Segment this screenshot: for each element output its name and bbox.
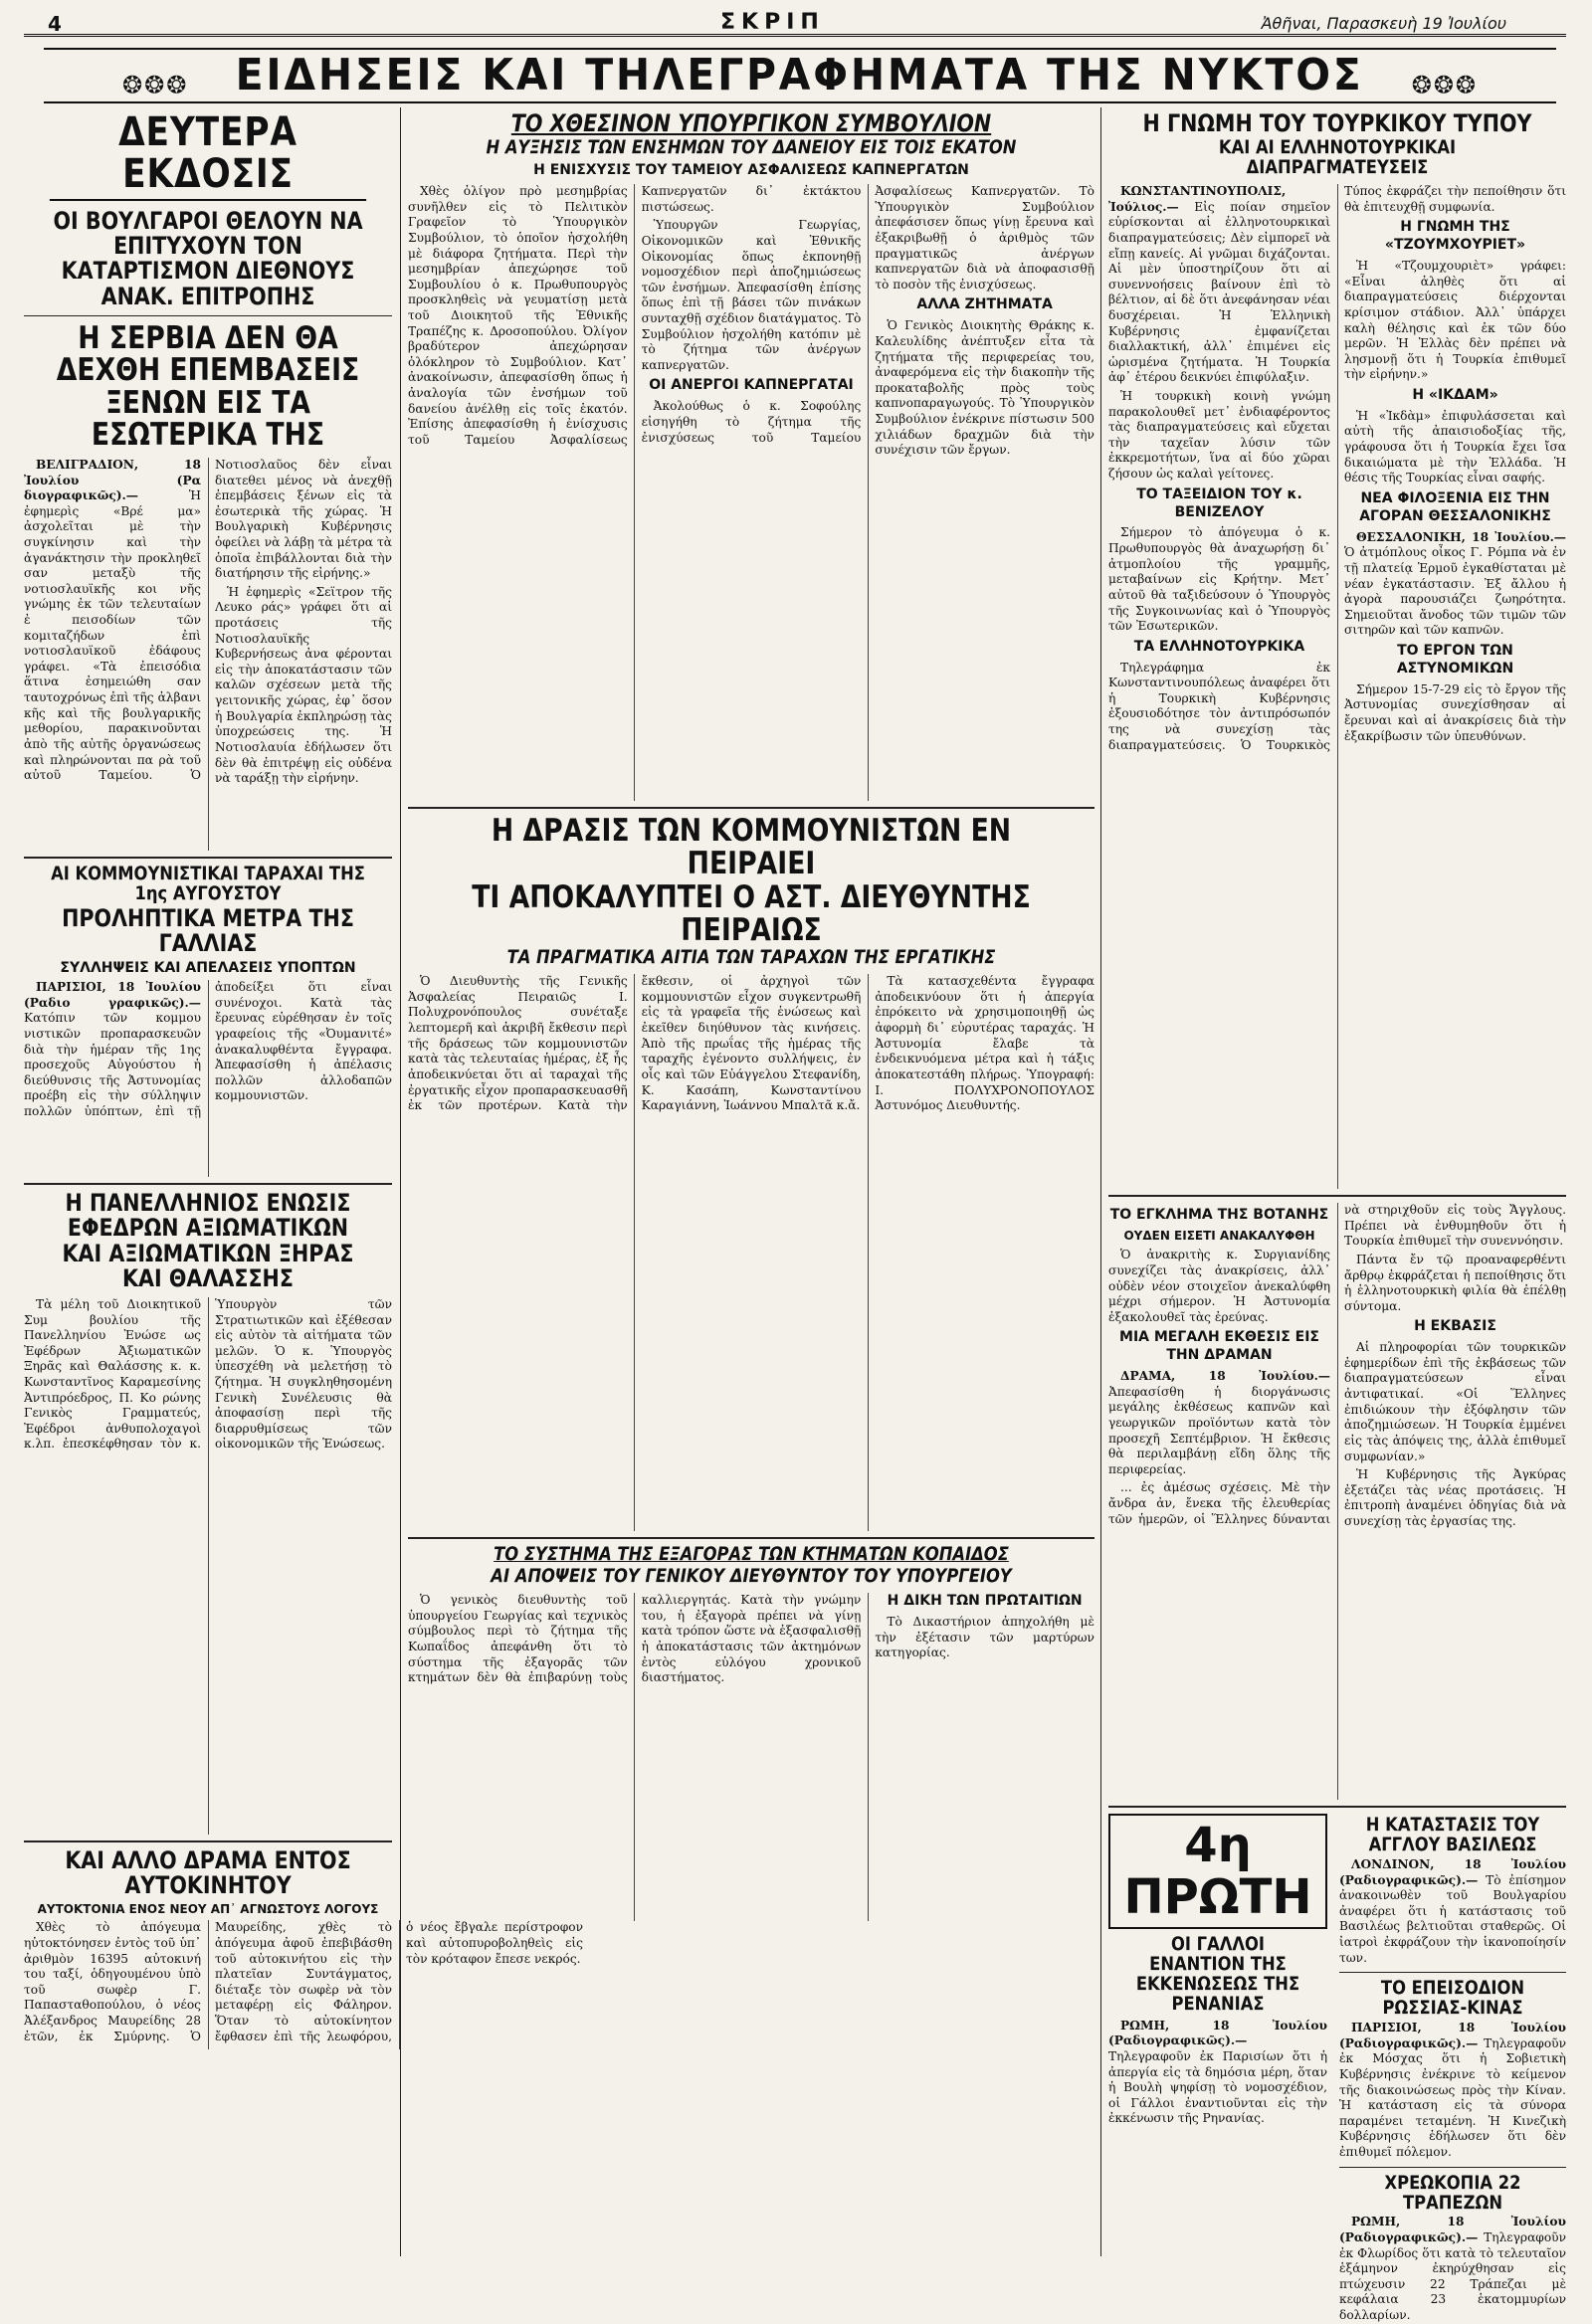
- unemployed-body: Ἀκολούθως ὁ κ. Σοφούλης εἰσηγήθη τὸ ζήτημα τῆς ἐνισχύσεως τοῦ Ταμείου Ἀσφαλίσεως Καπνεργατῶν. Τὸ Ὑπουργικὸν Συμβούλιον ἀπεφάσισεν ὅπως γίνῃ ἔρευνα καὶ ἐξακριβωθῇ ὁ ἀριθμὸς τῶν πραγματικῶς ἀνέργων καπνεργατῶν διὰ νὰ ἀποφασισθῇ τὸ ποσὸν τῆς ἐνισχύσεως.: [641, 184, 1094, 445]
- king-body: Τὸ ἐπίσημον ἀνακοινωθὲν τοῦ Βουλγαρίου ἀναφέρει ὅτι ἡ κατάστασις τοῦ Βασιλέως βελτιοῦται σταθερῶς. Οἱ ἰατροὶ ἐκφράζουν τὴν ἱκανοποίησίν των.: [1339, 1872, 1566, 1965]
- turkish-press-article: [1108, 184, 1566, 1189]
- bulgaria-headline: ΟΙ ΒΟΥΛΓΑΡΟΙ ΘΕΛΟΥΝ ΝΑ ΕΠΙΤΥΧΟΥΝ ΤΟΝ ΚΑΤΑΡΤΙΣΜΟΝ ΔΙΕΘΝΟΥΣ ΑΝΑΚ. ΕΠΙΤΡΟΠΗΣ: [53, 207, 363, 310]
- serbia-dateline: ΒΕΛΙΓΡΑΔΙΟΝ, 18 Ἰουλίου (Ρα διογραφικῶς).—: [24, 457, 201, 503]
- outcome-headline: Η ΕΚΒΑΣΙΣ: [1414, 1318, 1496, 1335]
- council-article: [408, 184, 1094, 801]
- unemployed-headline: ΟΙ ΑΝΕΡΓΟΙ ΚΑΠΝΕΡΓΑΤΑΙ: [649, 377, 854, 394]
- kopais-subhead: ΑΙ ΑΠΟΨΕΙΣ ΤΟΥ ΓΕΝΙΚΟΥ ΔΙΕΥΘΥΝΤΟΥ ΤΟΥ ΥΠΟΥΡΓΕΙΟΥ: [491, 1565, 1012, 1588]
- communist-body: Κατόπιν τῶν κομμου νιστικῶν προπαρασκευῶν διὰ τὴν ἡμέραν τῆς 1ης προσεχοῦς Αὐγούστου ἡ διεύθυνσις τῆς Ἀστυνομίας προέβη εἰς τὴν σύλληψιν πολλῶν ὑπόπτων, ἐπὶ τῇ ἀποδείξει ὅτι εἶναι συνένοχοι. Κατὰ τὰς ἔρευνας εὑρέθησαν ἐν τοῖς γραφείοις τῆς «Ὀυμανιτέ» ἀνακαλυφθέντα ἔγγραφα. Ἀπεφασίσθη ἡ ἀπέλασις πολλῶν ἀλλοδαπῶν κομμουνιστῶν.: [24, 980, 392, 1119]
- greek-text: ... ἐς ἀμέσως σχέσεις. Μὲ τὴν ἄνδρα ἀν, ἔνεκα τῆς ἐλευθερίας τῶν ἡμερῶν, οἱ Ἕλληνες δύνανται νὰ στηριχθοῦν εἰς τοὺς Ἄγγλους. Πρέπει νὰ ἐνθυμηθοῦν ὅτι ἡ Τουρκία ἐπιθυμεῖ τὴν συνεννόησιν.: [1108, 1203, 1566, 1526]
- council-body: Χθὲς ὀλίγον πρὸ μεσημβρίας συνῆλθεν εἰς τὸ Πελιτικὸν Γραφεῖον τὸ Ὑπουργικὸν Συμβούλιον, τὸ ὁποῖον ἠσχολήθη μὲ διάφορα ζητήματα. Περὶ τὴν μεσημβρίαν ἀπεχώρησε τοῦ Συμβουλίου ὁ κ. Πρωθυπουργὸς προσκληθεὶς νὰ γευματίσῃ μετὰ τοῦ Διοικητοῦ τῆς Ἐθνικῆς Τραπέζης κ. Δροσοπούλου. Ὀλίγον βραδύτερον ἀπεχώρησαν ὁλόκληρον τὸ Συμβούλιον. Κατ᾽ ἀνακοίνωσιν, ἀπεφασίσθη ὅπως ἡ ἀναλογία τῶν ἐνσήμων τοῦ δανείου ἀνέλθῃ εἰς τοῖς ἑκατόν. Ἐπίσης ἀπεφασίσθη ἡ ἐνίσχυσις τοῦ Ταμείου Ἀσφαλίσεως Καπνεργατῶν δι᾽ ἐκτάκτου πιστώσεως.: [408, 184, 862, 447]
- paper-name: ΣΚΡΙΠ: [720, 10, 825, 35]
- communist-article: [24, 980, 392, 1177]
- serbia-headline: Η ΣΕΡΒΙΑ ΔΕΝ ΘΑ ΔΕΧΘΗ ΕΠΕΜΒΑΣΕΙΣ ΞΕΝΩΝ ΕΙΣ ΤΑ ΕΣΩΤΕΡΙΚΑ ΤΗΣ: [56, 319, 360, 454]
- section-banner: [44, 48, 1556, 103]
- botanikos-crime-headline: ΤΟ ΕΓΚΛΗΜΑ ΤΗΣ ΒΟΤΑΝΗΣ: [1109, 1207, 1329, 1224]
- serbia-body-2: Ἡ ἐφημερὶς «Σεϊτρον τῆς Λευκο ράς» γράφει ὅτι αἱ προτάσεις τῆς Νοτιοσλαυϊκῆς Κυβερνήσεως ἀνα φέρονται εἰς τὴν ἀποκατάστασιν τῶν καλῶν σχέσεων μετὰ τῆς γειτονικῆς χώρας, ἐφ᾽ ὅσον ἡ Βουλγαρία ἐκπληρώσῃ τὰς ὑποχρεώσεις της. Ἡ Νοτιοσλαυία ἐδήλωσεν ὅτι δὲν θὰ ἐπιτρέψῃ εἰς οὐδένα νὰ ταράξῃ τὴν εἰρήνην.: [215, 584, 392, 786]
- ikdam-body: Ἡ «Ἰκδὰμ» ἐπιφυλάσσεται καὶ αὐτὴ τῆς ἀπαισιοδοξίας τῆς, γράφουσα ὅτι ἡ Τουρκία ἔχει ἴσα δικαιώματα μὲ τὴν Ἑλλάδα. Ἡ θέσις τῆς Τουρκίας εἶναι σαφής.: [1344, 408, 1566, 485]
- piraeus-body: Ὁ Διευθυντὴς τῆς Γενικῆς Ἀσφαλείας Πειραιῶς Ι. Πολυχρονόπουλος συνέταξε λεπτομερῆ καὶ ἀκριβῆ ἔκθεσιν περὶ τῆς δράσεως τῶν κομμουνιστῶν κατὰ τὰς τελευταίας ἡμέρας, ἐξ ἧς ἀποδεικνύεται ὅτι αἱ ταραχαὶ τῆς ἐργατικῆς εἶχον προπαρασκευασθῆ ἐκ τῶν προτέρων. Κατὰ τὴν ἔκθεσιν, οἱ ἀρχηγοὶ τῶν κομμουνιστῶν εἶχον συγκεντρωθῆ εἰς τὰ γραφεῖα τῆς ἑνώσεως καὶ ἐκεῖθεν διηύθυνον τὰς κινήσεις. Ἀπὸ τῆς πρωΐας τῆς ἡμέρας τῆς ταραχῆς ἐγένοντο συλλήψεις, ἐν οἷς καὶ τῶν Εὐάγγελου Στεφανίδη, Κ. Κασάπη, Κωνσταντίνου Καραγιάννη, Ἰωάννου Μπαλτᾶ κ.ἄ.: [408, 974, 862, 1113]
- banner-title: ΕΙΔΗΣΕΙΣ ΚΑΙ ΤΗΛΕΓΡΑΦΗΜΑΤΑ ΤΗΣ ΝΥΚΤΟΣ: [236, 50, 1364, 100]
- council-body-2: Ὑπουργῶν Γεωργίας, Οἰκονομικῶν καὶ Ἐθνικῆς Οἰκονομίας ὅπως ἐκπονηθῇ νομοσχέδιον περὶ ἀποζημιώσεως τῶν ἐνσήμων. Ἀπεφασίσθη ἐπίσης ὅπως ἐπὶ τῇ βάσει τῶν πινάκων συνταχθῇ σχέδιον διατάγματος. Τὸ Συμβούλιον ἠσχολήθη κατόπιν μὲ τὸ ζήτημα τῶν ἀνέργων καπνεργατῶν.: [641, 218, 862, 372]
- drama-exhibition-headline: ΜΙΑ ΜΕΓΑΛΗ ΕΚΘΕΣΙΣ ΕΙΣ ΤΗΝ ΔΡΑΜΑΝ: [1119, 1329, 1319, 1364]
- column-2: [408, 109, 1094, 2256]
- federation-article: [24, 1297, 392, 1835]
- rhine-headline: ΟΙ ΓΑΛΛΟΙ ΕΝΑΝΤΙΟΝ ΤΗΣ ΕΚΚΕΝΩΣΕΩΣ ΤΗΣ ΡΕΝΑΝΙΑΣ: [1135, 1933, 1300, 2015]
- greekturkish-body: Τηλεγράφημα ἐκ Κωνσταντινουπόλεως ἀναφέρει ὅτι ἡ Τουρκικὴ Κυβέρνησις ἐξουσιοδότησε τὸν ἀντιπρόσωπόν της νὰ συνεχίσῃ τὰς διαπραγματεύσεις. Ὁ Τουρκικὸς Τύπος ἐκφράζει τὴν πεποίθησιν ὅτι θὰ ἐπιτευχθῇ συμφωνία.: [1108, 184, 1566, 752]
- communist-subhead: ΠΡΟΛΗΠΤΙΚΑ ΜΕΤΡΑ ΤΗΣ ΓΑΛΛΙΑΣ: [62, 903, 354, 957]
- piraeus-subhead-2: ΤΑ ΠΡΑΓΜΑΤΙΚΑ ΑΙΤΙΑ ΤΩΝ ΤΑΡΑΧΩΝ ΤΗΣ ΕΡΓΑΤΙΚΗΣ: [506, 946, 996, 969]
- salonica-headline: ΝΕΑ ΦΙΛΟΞΕΝΙΑ ΕΙΣ ΤΗΝ ΑΓΟΡΑΝ ΘΕΣΣΑΛΟΝΙΚΗΣ: [1359, 489, 1551, 524]
- venizelos-body: Σήμερον τὸ ἀπόγευμα ὁ κ. Πρωθυπουργὸς θὰ ἀναχωρήσῃ δι᾽ ἀτμοπλοίου τῆς γραμμῆς, μεταβαίνων εἰς Κρήτην. Μετ᾽ αὐτοῦ θὰ ταξιδεύσουν ὁ Ὑπουργὸς τῆς Συγκοινωνίας καὶ ὁ Ὑπουργὸς τῶν Ἐσωτερικῶν.: [1108, 525, 1330, 634]
- council-subhead-2: Η ΕΝΙΣΧΥΣΙΣ ΤΟΥ ΤΑΜΕΙΟΥ ΑΣΦΑΛΙΣΕΩΣ ΚΑΠΝΕΡΓΑΤΩΝ: [533, 162, 969, 179]
- issue-date: Ἀθῆναι, Παρασκευὴ 19 Ἰουλίου: [1261, 14, 1506, 33]
- column-1: [24, 109, 583, 2256]
- federation-body: Τὰ μέλη τοῦ Διοικητικοῦ Συμ βουλίου τῆς Πανελληνίου Ἑνώσε ως Ἐφέδρων Ἀξιωματικῶν Ξηρᾶς καὶ Θαλάσσης κ. κ. Κωνσταντῖνος Καραμεσίνης Ἀντιπρόεδρος, Π. Κο ρώνης Γενικὸς Γραμματεύς, Ἐφέδροι ἀνθυπολοχαγοὶ κ.λπ. ἐπεσκέφθησαν τὸν κ. Ὑπουργὸν τῶν Στρατιωτικῶν καὶ ἐξέθεσαν εἰς αὐτὸν τὰ αἰτήματα τῶν μελῶν. Ὁ κ. Ὑπουργὸς ὑπεσχέθη νὰ μελετήσῃ τὸ ζήτημα. Ἡ συγκληθησομένη Γενικὴ Συνέλευσις θὰ ἀποφασίσῃ περὶ τῆς διαρρυθμίσεως τῶν οἰκονομικῶν τῆς Ἑνώσεως.: [24, 1296, 392, 1452]
- communist-subhead-2: ΣΥΛΛΗΨΕΙΣ ΚΑΙ ΑΠΕΛΑΣΕΙΣ ΥΠΟΠΤΩΝ: [60, 960, 356, 977]
- fourth-edition-left: [1108, 1814, 1327, 2212]
- divider: [408, 1537, 1094, 1539]
- car-drama-article: [24, 1920, 583, 2049]
- turkish-dateline: ΚΩΝΣΤΑΝΤΙΝΟΥΠΟΛΙΣ, Ἰούλιος.—: [1108, 184, 1287, 214]
- king-dateline: ΛΟΝΔΙΝΟΝ, 18 Ἰουλίου (Ραδιογραφικῶς).—: [1339, 1856, 1566, 1887]
- serbia-article: [24, 458, 392, 851]
- column-rule: [400, 107, 401, 2256]
- trial-body: Τὸ Δικαστήριον ἀπηχολήθη μὲ τὴν ἐξέτασιν τῶν μαρτύρων κατηγορίας.: [875, 1615, 1094, 1660]
- other-issues-body: Ὁ Γενικὸς Διοικητὴς Θράκης κ. Καλευλίδης ἀνέπτυξεν εἶτα τὰ ζητήματα τῆς περιφερείας του, ἀναφερόμενα εἰς τὴν διακοπὴν τῆς προκαταβολῆς πρὸς τοὺς καπνοπαραγωγούς. Τὸ Ὑπουργικὸν Συμβούλιον ἐνέκρινε πίστωσιν 500 χιλιάδων δραχμῶν διὰ τὴν συνέχισιν τῶν ἔργων.: [875, 318, 1094, 458]
- divider: [1339, 1972, 1566, 1973]
- piraeus-subhead: ΤΙ ΑΠΟΚΑΛΥΠΤΕΙ Ο ΑΣΤ. ΔΙΕΥΘΥΝΤΗΣ ΠΕΙΡΑΙΩΣ: [472, 879, 1031, 948]
- police-work-headline: ΤΟ ΕΡΓΟΝ ΤΩΝ ΑΣΤΥΝΟΜΙΚΩΝ: [1396, 643, 1514, 677]
- fourth-number: 4η: [1184, 1818, 1252, 1874]
- kopais-headline: ΤΟ ΣΥΣΤΗΜΑ ΤΗΣ ΕΞΑΓΟΡΑΣ ΤΩΝ ΚΤΗΜΑΤΩΝ ΚΟΠΑΙΔΟΣ: [494, 1543, 1009, 1566]
- russia-body: Τηλεγραφοῦν ἐκ Μόσχας ὅτι ἡ Σοβιετικὴ Κυβέρνησις ἐνέκρινε τὸ κείμενον τῆς διακοινώσεως πρὸς τὴν Κίναν. Ἡ κατάσταση εἰς τὰ σύνορα παραμένει τεταμένη. Ἡ Κινεζικὴ Κυβέρνησις ἐδήλωσεν ὅτι δὲν ἐπιθυμεῖ πόλεμον.: [1339, 2035, 1566, 2159]
- crime-article: [1108, 1203, 1566, 1800]
- russia-china-headline: ΤΟ ΕΠΕΙΣΟΔΙΟΝ ΡΩΣΣΙΑΣ-ΚΙΝΑΣ: [1380, 1977, 1525, 2020]
- ornament-left: ❂❂❂: [121, 71, 189, 99]
- russia-dateline: ΠΑΡΙΣΙΟΙ, 18 Ἰουλίου (Ραδιογραφικῶς).—: [1339, 2021, 1566, 2050]
- masthead: [24, 12, 1566, 37]
- salonica-body: Ὁ ἀτμόπλους οἶκος Γ. Ρόμπα νὰ ἐν τῇ πλατείᾳ Ἑρμοῦ ἐγκαθίσταται μὲ νέαν ἐγκατάστασιν. Ἐξ ἄλλου ἡ ἀγορὰ παρουσιάζει ζωηρότητα. Σημειοῦται ἄνοδος τῶν τιμῶν τῶν σιτηρῶν καὶ τῶν καπνῶν.: [1344, 545, 1566, 638]
- kopais-body: Ὁ γενικὸς διευθυντὴς τοῦ ὑπουργείου Γεωργίας καὶ τεχνικὸς σύμβουλος περὶ τὸ ζήτημα τῆς Κωπαΐδος ἀπεφάνθη ὅτι τὸ σύστημα τῆς ἐξαγορᾶς τῶν κτημάτων δὲν θὰ ἐπιβαρύνῃ τοὺς καλλιεργητάς. Κατὰ τὴν γνώμην του, ἡ ἐξαγορὰ πρέπει νὰ γίνῃ κατὰ τρόπον ὥστε νὰ ἐξασφαλισθῇ ἡ ἀποκατάστασις τῶν ἀκτημόνων ἐντὸς εὐλόγου χρονικοῦ διαστήματος.: [408, 1593, 862, 1685]
- greekturkish-headline: ΤΑ ΕΛΛΗΝΟΤΟΥΡΚΙΚΑ: [1133, 638, 1305, 655]
- column-rule: [1100, 107, 1101, 2256]
- bankruptcy-article: [1339, 2215, 1566, 2323]
- fourth-word: ΠΡΩΤΗ: [1123, 1869, 1312, 1926]
- fourth-label: [1114, 1818, 1321, 1926]
- divider: [24, 1840, 392, 1842]
- rhine-dateline: ΡΩΜΗ, 18 Ἰουλίου (Ραδιογραφικῶς).—: [1108, 2018, 1327, 2048]
- piraeus-headline: Η ΔΡΑΣΙΣ ΤΩΝ ΚΟΜΜΟΥΝΙΣΤΩΝ ΕΝ ΠΕΙΡΑΙΕΙ: [491, 813, 1012, 881]
- piraeus-body-2: Τὰ κατασχεθέντα ἔγγραφα ἀποδεικνύουν ὅτι ἡ ἀπεργία ἐπρόκειτο νὰ χρησιμοποιηθῇ ὡς ἀφορμὴ δι᾽ εὐρυτέρας ταραχάς. Ἡ Ἀστυνομία ἔλαβε τὰ ἐνδεικνυόμενα μέτρα καὶ ἡ τάξις ἀποκατεστάθη πλήρως. Ὑπογραφή: Ι. ΠΟΛΥΧΡΟΝΟΠΟΥΛΟΣ Ἀστυνόμος Διευθυντής.: [875, 974, 1094, 1113]
- outcome-body: Αἱ πληροφορίαι τῶν τουρκικῶν ἐφημερίδων ἐπὶ τῆς ἐκβάσεως τῶν διαπραγματεύσεων εἶναι ἀντιφατικαί. «Οἱ Ἕλληνες ἐπιδιώκουν τὴν ἐξόφλησιν τῶν ἀποζημιώσεων. Ἡ Τουρκία ἐμμένει εἰς τὰς ἀπόψεις της, ἀλλὰ ἐπιθυμεῖ συμφωνίαν.»: [1344, 1340, 1566, 1463]
- council-headline: ΤΟ ΧΘΕΣΙΝΟΝ ΥΠΟΥΡΓΙΚΟΝ ΣΥΜΒΟΥΛΙΟΝ: [510, 109, 992, 137]
- botanikos-crime-body: Ὁ ἀνακριτὴς κ. Συργιανίδης συνεχίζει τὰς ἀνακρίσεις, ἀλλ᾽ οὐδὲν νέον στοιχεῖον ἀνεκαλύφθη μέχρι σήμερον. Ἡ Ἀστυνομία ἐξακολουθεῖ τὰς ἐρεύνας.: [1108, 1248, 1330, 1324]
- salonica-dateline: ΘΕΣΣΑΛΟΝΙΚΗ, 18 Ἰουλίου.—: [1356, 529, 1566, 544]
- serbia-body: Ἡ ἐφημερὶς «Βρέ μα» ἀσχολεῖται μὲ τὴν συγκίνησιν καὶ τὴν ἀγανάκτησιν τὴν προκληθεῖ σαν μεταξὺ τῆς νοτιοσλαυϊκῆς κοι νῆς γνώμης ἐκ τῶν τελευταίων ἐ πεισοδίων τῶν κομιταζήδων ἐπὶ νοτιοσλαυϊκοῦ ἐδάφους γράφει. «Τὰ ἐπεισόδια ἅτινα ἐσημειώθη σαν ταυτοχρόνως ἐπὶ τῆς ἀλβανι κῆς καὶ τῆς βουλγαρικῆς μεθορίου, παρακινοῦνται ἀπὸ τῆς αὐτῆς ὀργανώσεως καὶ πληρώνονται πα ρὰ τοῦ αὐτοῦ Ταμείου. Ὁ Νοτιοσλαῦος δὲν εἶναι διατεθει μένος νὰ ἀνεχθῇ ἐπεμβάσεις ξένων εἰς τὰ ἐσωτερικὰ τῆς χώρας. Ἡ Βουλγαρικὴ Κυβέρνησις ὀφείλει νὰ λάβῃ τὰ μέτρα τὰ ὁποῖα ἐπιβάλλονται διὰ τὴν διατήρησιν τῆς εἰρήνης.»: [24, 457, 392, 783]
- king-headline: Η ΚΑΤΑΣΤΑΣΙΣ ΤΟΥ ΑΓΓΛΟΥ ΒΑΣΙΛΕΩΣ: [1365, 1814, 1540, 1855]
- federation-headline: Η ΠΑΝΕΛΛΗΝΙΟΣ ΕΝΩΣΙΣ ΕΦΕΔΡΩΝ ΑΞΙΩΜΑΤΙΚΩΝ ΚΑΙ ΑΞΙΩΜΑΤΙΚΩΝ ΞΗΡΑΣ ΚΑΙ ΘΑΛΑΣΣΗΣ: [62, 1189, 354, 1292]
- turkish-press-headline: Η ΓΝΩΜΗ ΤΟΥ ΤΟΥΡΚΙΚΟΥ ΤΥΠΟΥ: [1142, 109, 1532, 137]
- divider: [1339, 2167, 1566, 2168]
- car-drama-subhead: ΑΥΤΟΚΤΟΝΙΑ ΕΝΟΣ ΝΕΟΥ ΑΠ᾽ ΑΓΝΩΣΤΟΥΣ ΛΟΓΟΥΣ: [37, 1902, 379, 1917]
- kopais-article: [408, 1593, 1094, 1921]
- turkish-press-subhead: ΚΑΙ ΑΙ ΕΛΛΗΝΟΤΟΥΡΚΙΚΑΙ ΔΙΑΠΡΑΓΜΑΤΕΥΣΕΙΣ: [1218, 136, 1457, 179]
- botanikos-crime-subhead: ΟΥΔΕΝ ΕΙΣΕΤΙ ΑΝΑΚΑΛΥΦΘΗ: [1123, 1228, 1315, 1243]
- bankruptcy-body: Τηλεγραφοῦν ἐκ Φλωρίδος ὅτι κατὰ τὸ τελευταῖον ἑξάμηνον ἐκηρύχθησαν εἰς πτώχευσιν 22 Τράπεζαι μὲ κεφάλαια 23 ἑκατομμυρίων δολλαρίων.: [1339, 2230, 1566, 2323]
- divider: [1108, 1806, 1566, 1808]
- communist-headline: ΑΙ ΚΟΜΜΟΥΝΙΣΤΙΚΑΙ ΤΑΡΑΧΑΙ ΤΗΣ 1ης ΑΥΓΟΥΣΤΟΥ: [51, 862, 365, 904]
- divider: [24, 315, 392, 316]
- cumhuriyet-body: Ἡ «Τζουμχουριὲτ» γράφει: «Εἶναι ἀληθὲς ὅτι αἱ διαπραγματεύσεις διέρχονται κρίσιμον στάδιον. Ἀλλ᾽ ὑπάρχει καλὴ θέλησις καὶ ἐκ τῶν δύο μερῶν. Ἡ Ἑλλὰς δὲν πρέπει νὰ λησμονῇ ὅτι ἡ Τουρκία ἐπιθυμεῖ τὴν εἰρήνην.»: [1344, 259, 1566, 382]
- column-3: [1108, 109, 1566, 2323]
- drama-body: Ἀπεφασίσθη ἡ διοργάνωσις μεγάλης ἐκθέσεως καπνῶν καὶ γεωργικῶν προϊόντων κατὰ τὸν προσεχῆ Σεπτέμβριον. Ἡ ἔκθεσις θὰ περιλαμβάνῃ εἴδη ὅλης τῆς περιφερείας.: [1108, 1384, 1330, 1476]
- piraeus-article: [408, 974, 1094, 1531]
- divider: [408, 807, 1094, 809]
- turkish-body-2: Ἡ τουρκικὴ κοινὴ γνώμη παρακολουθεῖ μετ᾽ ἐνδιαφέροντος τὰς διαπραγματεύσεις καὶ εὔχεται τὴν ταχεῖαν λύσιν τῶν ἐκκρεμοτήτων, ἵνα αἱ δύο χῶραι ζήσουν ὡς καλαὶ γείτονες.: [1108, 388, 1330, 482]
- bankruptcy-headline: ΧΡΕΩΚΟΠΙΑ 22 ΤΡΑΠΕΖΩΝ: [1384, 2171, 1521, 2214]
- rhine-article: [1108, 2019, 1327, 2127]
- russia-china-article: [1339, 2021, 1566, 2160]
- ornament-right: ❂❂❂: [1411, 71, 1479, 99]
- ikdam-headline: Η «ΙΚΔΑΜ»: [1412, 386, 1498, 403]
- cumhuriyet-headline: Η ΓΝΩΜΗ ΤΗΣ «ΤΖΟΥΜΧΟΥΡΙΕΤ»: [1384, 219, 1526, 254]
- other-issues-headline: ΑΛΛΑ ΖΗΤΗΜΑΤΑ: [916, 296, 1053, 313]
- edition-headline: ΔΕΥΤΕΡΑ ΕΚΔΟΣΙΣ: [50, 111, 366, 201]
- fourth-edition-right: [1339, 1814, 1566, 2323]
- fourth-edition-block: [1108, 1814, 1566, 2323]
- trial-headline: Η ΔΙΚΗ ΤΩΝ ΠΡΩΤΑΙΤΙΩΝ: [887, 1593, 1083, 1610]
- council-subhead: Η ΑΥΞΗΣΙΣ ΤΩΝ ΕΝΣΗΜΩΝ ΤΟΥ ΔΑΝΕΙΟΥ ΕΙΣ ΤΟΙΣ ΕΚΑΤΟΝ: [486, 136, 1017, 159]
- rhine-body: Τηλεγραφοῦν ἐκ Παρισίων ὅτι ἡ ἀπεργία εἰς τὰ δημόσια μέρη, ὅταν ἡ Βουλὴ ψηφίσῃ τὸ νομοσχέδιον, οἱ Γάλλοι ἐναντιοῦνται εἰς τὴν ἐκκένωσιν τῆς Ρηνανίας.: [1108, 2049, 1327, 2126]
- car-drama-body: Χθὲς τὸ ἀπόγευμα ηὐτοκτόνησεν ἐντὸς τοῦ ὑπ᾽ ἀριθμὸν 16395 αὐτοκινή του ταξί, ὁδηγουμένου ὑπὸ τοῦ σωφὲρ Γ. Παπασταθοπούλου, ὁ νέος Ἀλέξανδρος Μαυρείδης 28 ἐτῶν, ἐκ Σμύρνης. Ὁ Μαυρείδης, χθὲς τὸ ἀπόγευμα ἀφοῦ ἐπεβιβάσθη τοῦ αὐτοκινήτου εἰς τὴν πλατεῖαν Συντάγματος, διέταξε τὸν σωφὲρ νὰ τὸν μεταφέρῃ εἰς Φάληρον. Ὅταν τὸ αὐτοκίνητον ἔφθασεν ἐπὶ τῆς λεωφόρου, ὁ νέος ἔβγαλε περίστροφον καὶ αὐτοπυροβοληθεὶς εἰς τὸν κρόταφον ἔπεσε νεκρός.: [24, 1920, 583, 2043]
- bankruptcy-dateline: ΡΩΜΗ, 18 Ἰουλίου (Ραδιογραφικῶς).—: [1339, 2215, 1566, 2245]
- police-work-body: Σήμερον 15-7-29 εἰς τὸ ἔργον τῆς Ἀστυνομίας συνεχίσθησαν αἱ ἔρευναι καὶ αἱ ἀνακρίσεις διὰ τὴν ἐξακρίβωσιν τῶν ὑπευθύνων.: [1344, 681, 1566, 743]
- divider: [1108, 1195, 1566, 1197]
- page-number: 4: [48, 12, 62, 36]
- car-drama-headline: ΚΑΙ ΑΛΛΟ ΔΡΑΜΑ ΕΝΤΟΣ ΑΥΤΟΚΙΝΗΤΟΥ: [65, 1845, 351, 1900]
- outcome-body-2: Ἡ Κυβέρνησις τῆς Ἀγκύρας ἐξετάζει τὰς νέας προτάσεις. Ἡ ἐπιτροπὴ ἀναμένει ὁδηγίας διὰ νὰ συνεχίσῃ τὰς ἐργασίας της.: [1344, 1467, 1566, 1528]
- communist-dateline: ΠΑΡΙΣΙΟΙ, 18 Ἰουλίου (Ραδιο γραφικῶς).—: [24, 980, 201, 1010]
- greek-text-2: Πάντα ἔν τῷ προαναφερθέντι ἄρθρῳ ἐκφράζεται ἡ πεποίθησις ὅτι ἡ ἑλληνοτουρκικὴ φιλία θὰ ἐπέλθῃ σύντομα.: [1344, 1252, 1566, 1313]
- divider: [24, 857, 392, 859]
- newspaper-page: [24, 10, 1566, 2323]
- fourth-edition-box: [1108, 1814, 1327, 1929]
- divider: [24, 1183, 392, 1185]
- king-article: [1339, 1857, 1566, 1966]
- drama-dateline: ΔΡΑΜΑ, 18 Ἰουλίου.—: [1120, 1369, 1330, 1384]
- turkish-body: Εἰς ποίαν σημεῖον εὑρίσκονται αἱ ἑλληνοτουρκικαὶ διαπραγματεύσεις; Δὲν εἰμπορεῖ νὰ εἴπῃ κανείς. Αἱ γνῶμαι διχάζονται. Αἱ μὲν ὑποστηρίζουν ὅτι αἱ συνεννοήσεις βαίνουν ἐπὶ τὸ βέλτιον, αἱ δὲ ὅτι ἀνεφάνησαν νέαι δυσχέρειαι. Ἡ Ἑλληνικὴ Κυβέρνησις ἐμφανίζεται διαλλακτική, ἀλλ᾽ ἐπιμένει εἰς ὡρισμένα ζητήματα. Ἡ Τουρκία ἀφ᾽ ἑτέρου δεικνύει ἐπιφύλαξιν.: [1108, 199, 1330, 385]
- venizelos-headline: ΤΟ ΤΑΞΕΙΔΙΟΝ ΤΟΥ κ. ΒΕΝΙΖΕΛΟΥ: [1136, 485, 1302, 520]
